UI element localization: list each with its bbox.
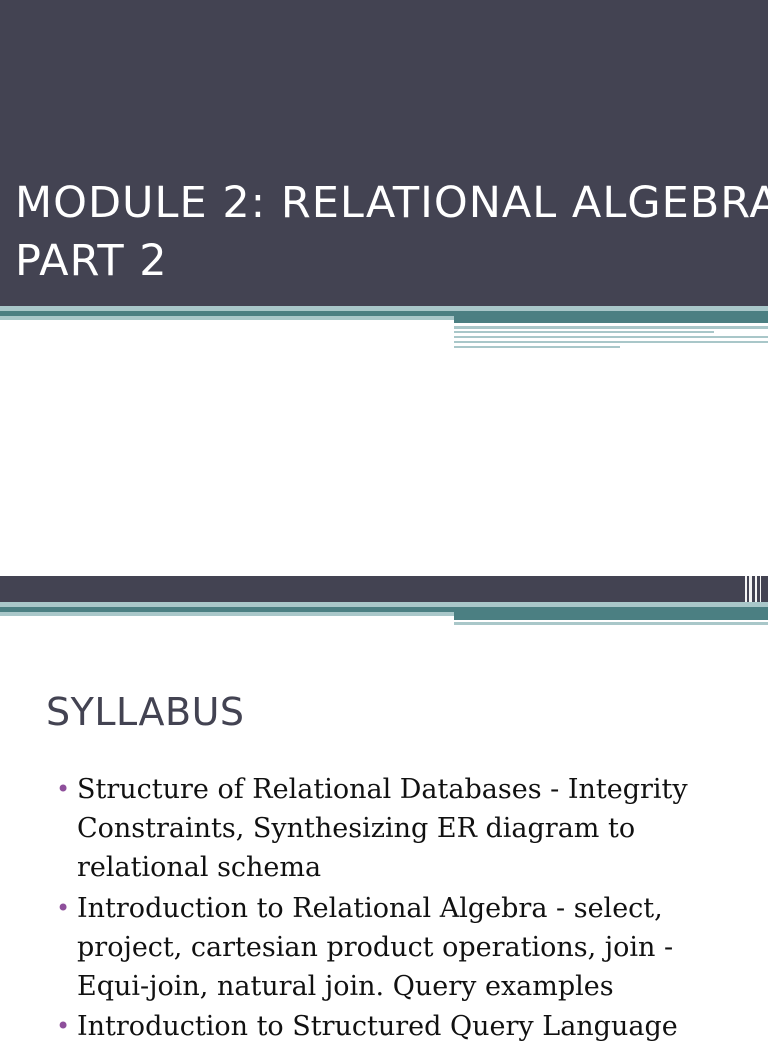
slide-heading: SYLLABUS bbox=[46, 690, 245, 734]
decor-stripe bbox=[454, 622, 768, 625]
bullet-text: Introduction to Structured Query Language bbox=[77, 1011, 678, 1043]
bullet-text: Structure of Relational Databases - Integrity Constraints, Synthesizing ER diagram to relational schema bbox=[77, 774, 688, 884]
bullet-dot-icon: • bbox=[56, 775, 71, 803]
decor-stripe bbox=[454, 346, 620, 348]
decor-stripe bbox=[454, 326, 768, 329]
slide-title-line-2: PART 2 bbox=[15, 236, 168, 286]
bullet-item bbox=[56, 1007, 746, 1046]
bullet-item bbox=[56, 770, 746, 888]
decor-stripe bbox=[454, 316, 768, 323]
bullet-list bbox=[56, 770, 746, 1047]
decor-stripe bbox=[454, 331, 714, 333]
decor-bar bbox=[749, 576, 752, 602]
decor-stripe bbox=[454, 336, 768, 338]
bullet-text: Introduction to Relational Algebra - select, project, cartesian product operations, join - Equi-join, natural join. Query examples bbox=[77, 892, 674, 1003]
decor-bar bbox=[755, 576, 757, 602]
syllabus-slide bbox=[0, 576, 768, 1043]
decor-bar bbox=[745, 576, 747, 602]
decor-stripe bbox=[454, 341, 768, 343]
decor-bar bbox=[760, 576, 761, 602]
header-band bbox=[0, 576, 768, 602]
bullet-dot-icon: • bbox=[56, 893, 71, 922]
slide-title bbox=[15, 174, 780, 290]
slide-title-line-1: MODULE 2: RELATIONAL ALGEBRA bbox=[15, 178, 780, 228]
bullet-dot-icon: • bbox=[56, 1012, 71, 1041]
bullet-item bbox=[56, 889, 746, 1007]
decor-stripe bbox=[454, 612, 768, 620]
